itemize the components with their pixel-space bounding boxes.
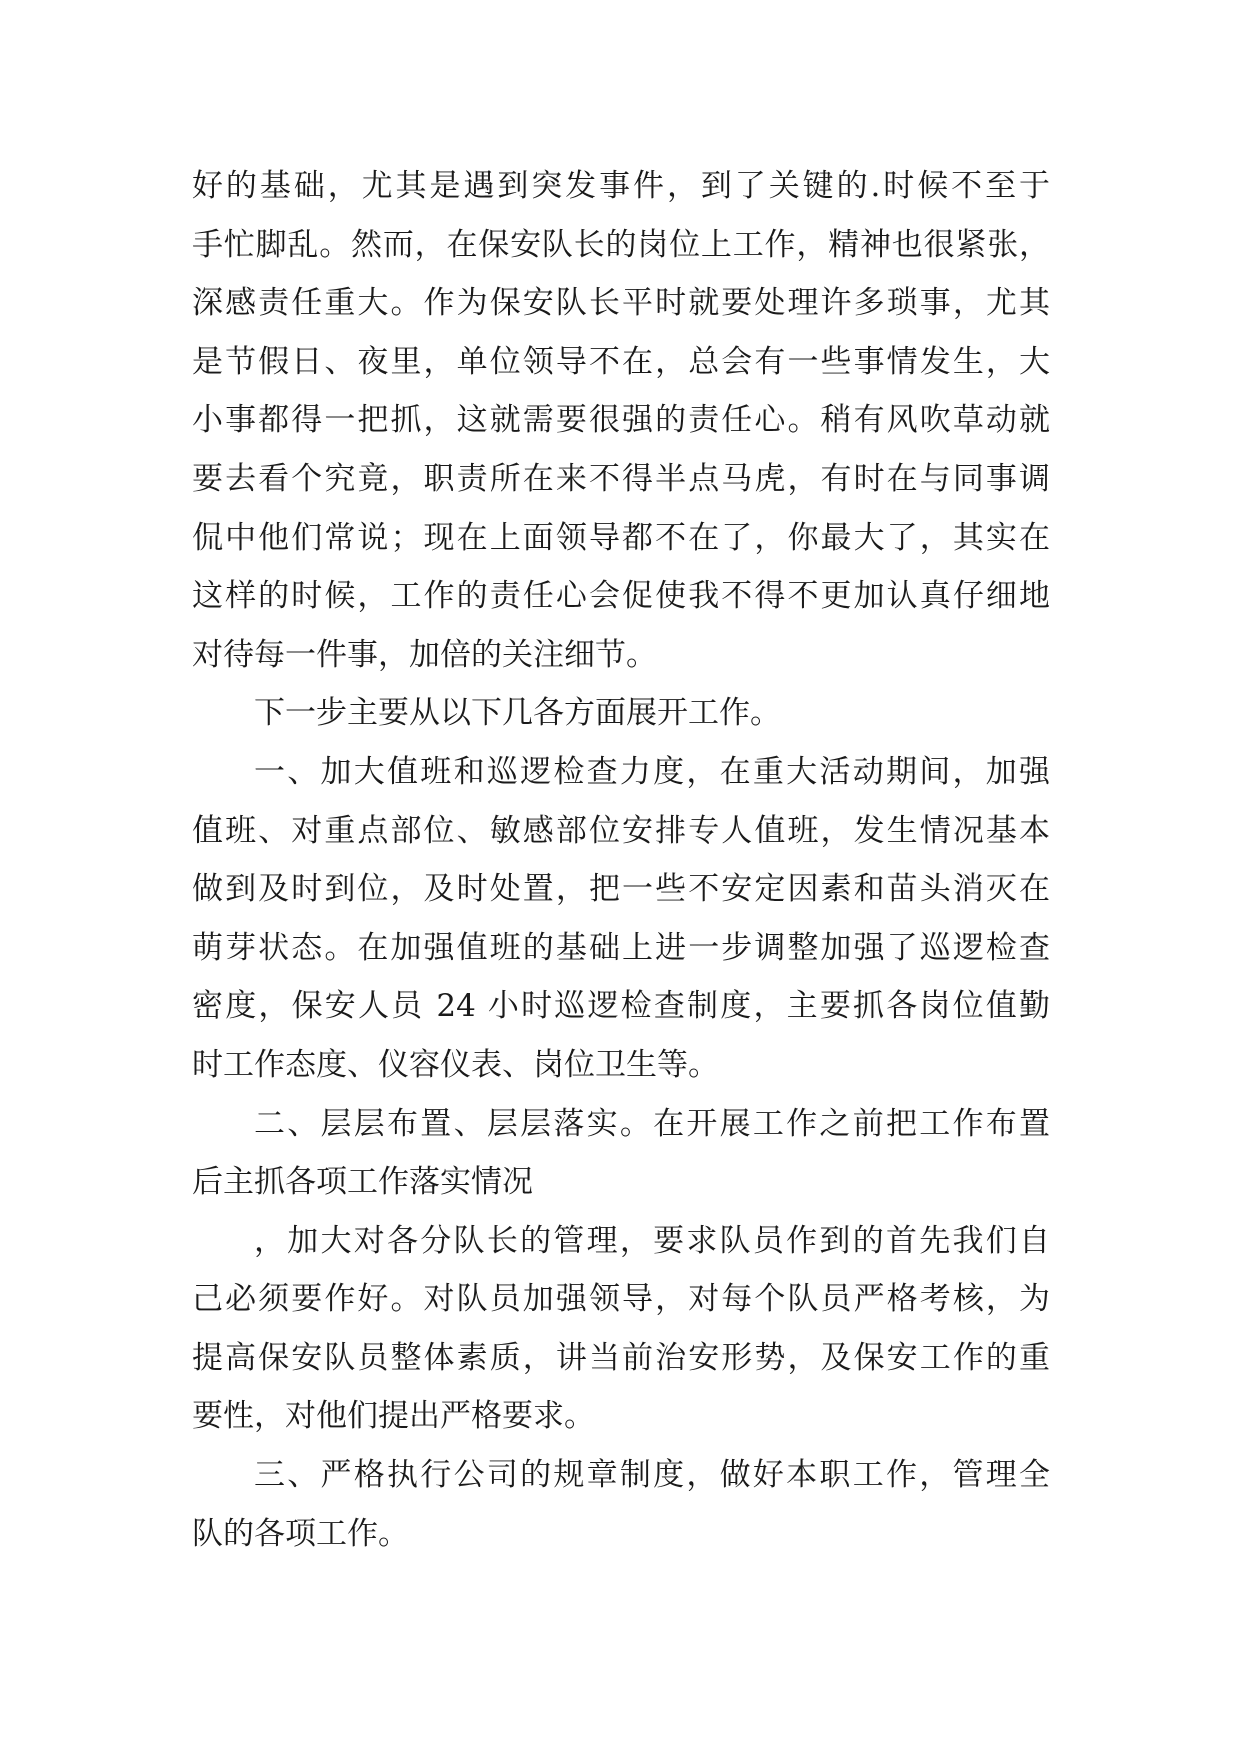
text-line: 是节假日、夜里，单位领导不在，总会有一些事情发生，大 [192,343,1050,380]
text-line: 己必须要作好。对队员加强领导，对每个队员严格考核，为 [192,1281,1050,1318]
text-line: 三、严格执行公司的规章制度，做好本职工作，管理全 [254,1457,1050,1494]
text-line: 好的基础，尤其是遇到突发事件，到了关键的.时候不至于 [192,168,1050,204]
text-line: 要去看个究竟，职责所在来不得半点马虎，有时在与同事调 [192,460,1050,497]
text-line: 队的各项工作。 [192,1515,409,1552]
text-line: 一、加大值班和巡逻检查力度，在重大活动期间，加强 [254,753,1050,790]
text-line: 手忙脚乱。然而，在保安队长的岗位上工作，精神也很紧张， [192,226,1050,263]
text-line: 密度，保安人员 24 小时巡逻检查制度，主要抓各岗位值勤 [192,988,1050,1025]
text-line: 萌芽状态。在加强值班的基础上进一步调整加强了巡逻检查 [192,929,1050,966]
text-line: 小事都得一把抓，这就需要很强的责任心。稍有风吹草动就 [192,402,1050,439]
text-line: ，加大对各分队长的管理，要求队员作到的首先我们自 [254,1222,1050,1259]
text-line: 下一步主要从以下几各方面展开工作。 [254,695,781,732]
text-line: 深感责任重大。作为保安队长平时就要处理许多琐事，尤其 [192,285,1050,322]
text-line: 二、层层布置、层层落实。在开展工作之前把工作布置 [254,1105,1050,1142]
body-text [192,157,1050,1563]
text-line: 这样的时候，工作的责任心会促使我不得不更加认真仔细地 [192,578,1050,615]
text-line: 对待每一件事，加倍的关注细节。 [192,636,657,673]
text-line: 侃中他们常说；现在上面领导都不在了，你最大了，其实在 [192,519,1050,556]
text-line: 后主抓各项工作落实情况 [192,1164,533,1201]
text-line: 要性，对他们提出严格要求。 [192,1398,595,1435]
text-line: 提高保安队员整体素质，讲当前治安形势，及保安工作的重 [192,1339,1050,1376]
text-line: 时工作态度、仪容仪表、岗位卫生等。 [192,1046,719,1083]
text-line: 值班、对重点部位、敏感部位安排专人值班，发生情况基本 [192,812,1050,849]
text-line: 做到及时到位，及时处置，把一些不安定因素和苗头消灭在 [192,871,1050,908]
